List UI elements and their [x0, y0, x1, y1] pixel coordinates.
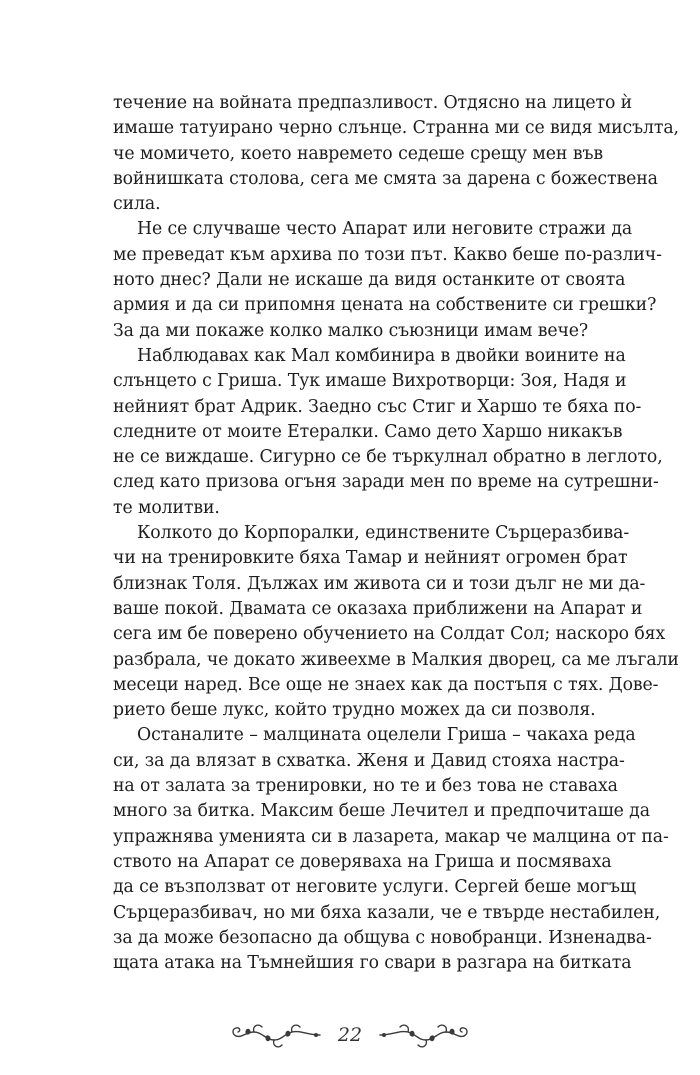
text-line: близнак Толя. Дължах им живота си и този дълг не ми да- [113, 573, 646, 594]
text-line: нейният брат Адрик. Заедно със Стиг и Харшо те бяха по- [113, 396, 642, 417]
text-line: не се виждаше. Сигурно се бе търкулнал обратно в леглото, [113, 447, 663, 468]
paragraph-first-line: Колкото до Корпоралки, единствените Сърцеразбива- [137, 523, 630, 544]
text-line: войнишката столова, сега ме смята за дарена с божествена [113, 168, 658, 189]
text-line: ното днес? Дали не искаше да видя останките от своята [113, 270, 626, 291]
text-line: За да ми покаже колко малко съюзници имам вече? [113, 320, 589, 341]
paragraph-first-line: Не се случваше често Апарат или неговите стражи да [137, 219, 633, 240]
text-line: течение на войната предпазливост. Отдясно на лицето ѝ [113, 93, 633, 113]
text-line: месеци наред. Все още не знаех как да постъпя с тях. Дове- [113, 674, 659, 695]
flourish-ornament-icon [228, 1018, 322, 1057]
text-line: си, за да влязат в схватка. Женя и Давид стояха настра- [113, 750, 625, 771]
text-line: много за битка. Максим беше Лечител и предпочиташе да [113, 801, 650, 822]
text-line: армия и да си припомня цената на собствените си грешки? [113, 295, 657, 316]
text-line: щата атака на Тъмнейшия го свари в разгара на битката [113, 953, 632, 974]
text-line: рието беше лукс, който трудно можех да си позволя. [113, 700, 596, 721]
paragraph-first-line: Наблюдавах как Мал комбинира в двойки воините на [137, 345, 626, 366]
body-text [113, 91, 679, 976]
text-line: да се възползват от неговите услуги. Сергей беше могъщ [113, 877, 636, 898]
paragraph-first-line: Останалите – малцината оцелели Гриша – чакаха реда [137, 725, 636, 746]
text-line: ме преведат към архива по този път. Какво беше по-различ- [113, 244, 662, 265]
text-line: ваше покой. Двамата се оказаха приближени на Апарат и [113, 598, 643, 619]
text-line: че момичето, което навремето седеше срещу мен във [113, 143, 603, 164]
text-line: те молитви. [113, 497, 220, 518]
text-line: слънцето с Гриша. Тук имаше Вихротворци: Зоя, Надя и [113, 371, 627, 392]
text-line: Сърцеразбивач, но ми бяха казали, че е твърде нестабилен, [113, 902, 661, 923]
flourish-ornament-icon [378, 1018, 472, 1057]
text-line: чи на тренировките бяха Тамар и нейният огромен брат [113, 548, 628, 569]
page-number: 22 [337, 1024, 363, 1046]
text-line: следните от моите Етералки. Само дето Харшо никакъв [113, 421, 623, 442]
text-line: упражнява уменията си в лазарета, макар че малцина от па- [113, 826, 669, 847]
text-line: на от залата за тренировки, но те и без това не ставаха [113, 776, 618, 797]
text-line: имаше татуирано черно слънце. Странна ми се видя мисълта, [113, 118, 679, 139]
text-line: сега им бе поверено обучението на Солдат Сол; наскоро бях [113, 624, 666, 645]
text-line: разбрала, че докато живеехме в Малкия дворец, са ме лъгали [113, 649, 679, 670]
text-line: сила. [113, 194, 161, 215]
text-line: за да може безопасно да общува с новобранци. Изненадва- [113, 927, 652, 948]
page-footer [0, 1018, 700, 1058]
text-line: ството на Апарат се доверяваха на Гриша и посмяваха [113, 851, 612, 872]
text-line: след като призова огъня заради мен по време на сутрешни- [113, 472, 659, 493]
